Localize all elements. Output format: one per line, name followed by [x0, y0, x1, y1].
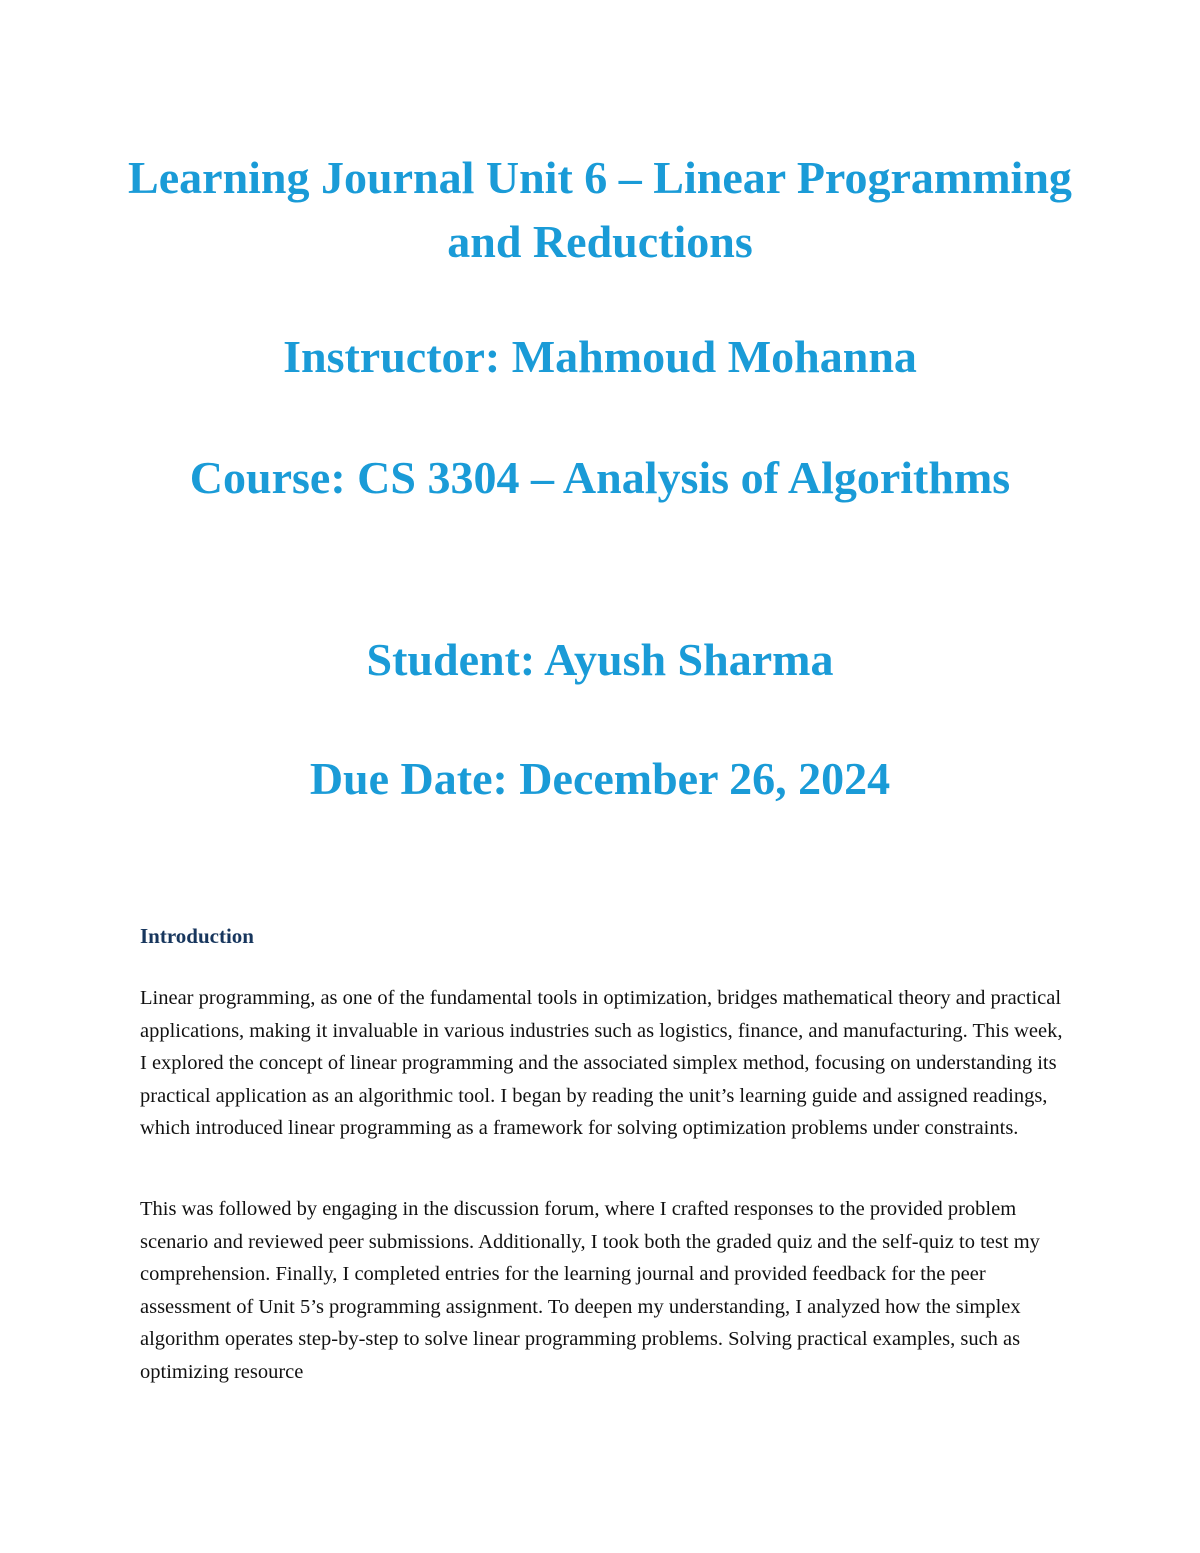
- course-line: Course: CS 3304 – Analysis of Algorithms: [189, 452, 1011, 503]
- document-title: Learning Journal Unit 6 – Linear Programming and Reductions: [128, 152, 1072, 267]
- instructor-line: Instructor: Mahmoud Mohanna: [283, 331, 917, 382]
- introduction-paragraph: Linear programming, as one of the fundamental tools in optimization, bridges mathematical theory and practical applications, making it invaluable in various industries such as logistics, finance, and manufacturing. This week, I explored the concept of linear programming and the associated simplex method, focusing on understanding its practical application as an algorithmic tool. I began by reading the unit’s learning guide and assigned readings, which introduced linear programming as a framework for solving optimization problems under constraints.: [140, 987, 1063, 1139]
- introduction-paragraph: This was followed by engaging in the discussion forum, where I crafted responses to the provided problem scenario and reviewed peer submissions. Additionally, I took both the graded quiz and the self-quiz to test my comprehension. Finally, I completed entries for the learning journal and provided feedback for the peer assessment of Unit 5’s programming assignment. To deepen my understanding, I analyzed how the simplex algorithm operates step-by-step to solve linear programming problems. Solving practical examples, such as optimizing resource: [140, 1198, 1040, 1383]
- introduction-heading: Introduction: [140, 924, 254, 948]
- due-date-line: Due Date: December 26, 2024: [309, 753, 891, 804]
- student-line: Student: Ayush Sharma: [366, 634, 834, 685]
